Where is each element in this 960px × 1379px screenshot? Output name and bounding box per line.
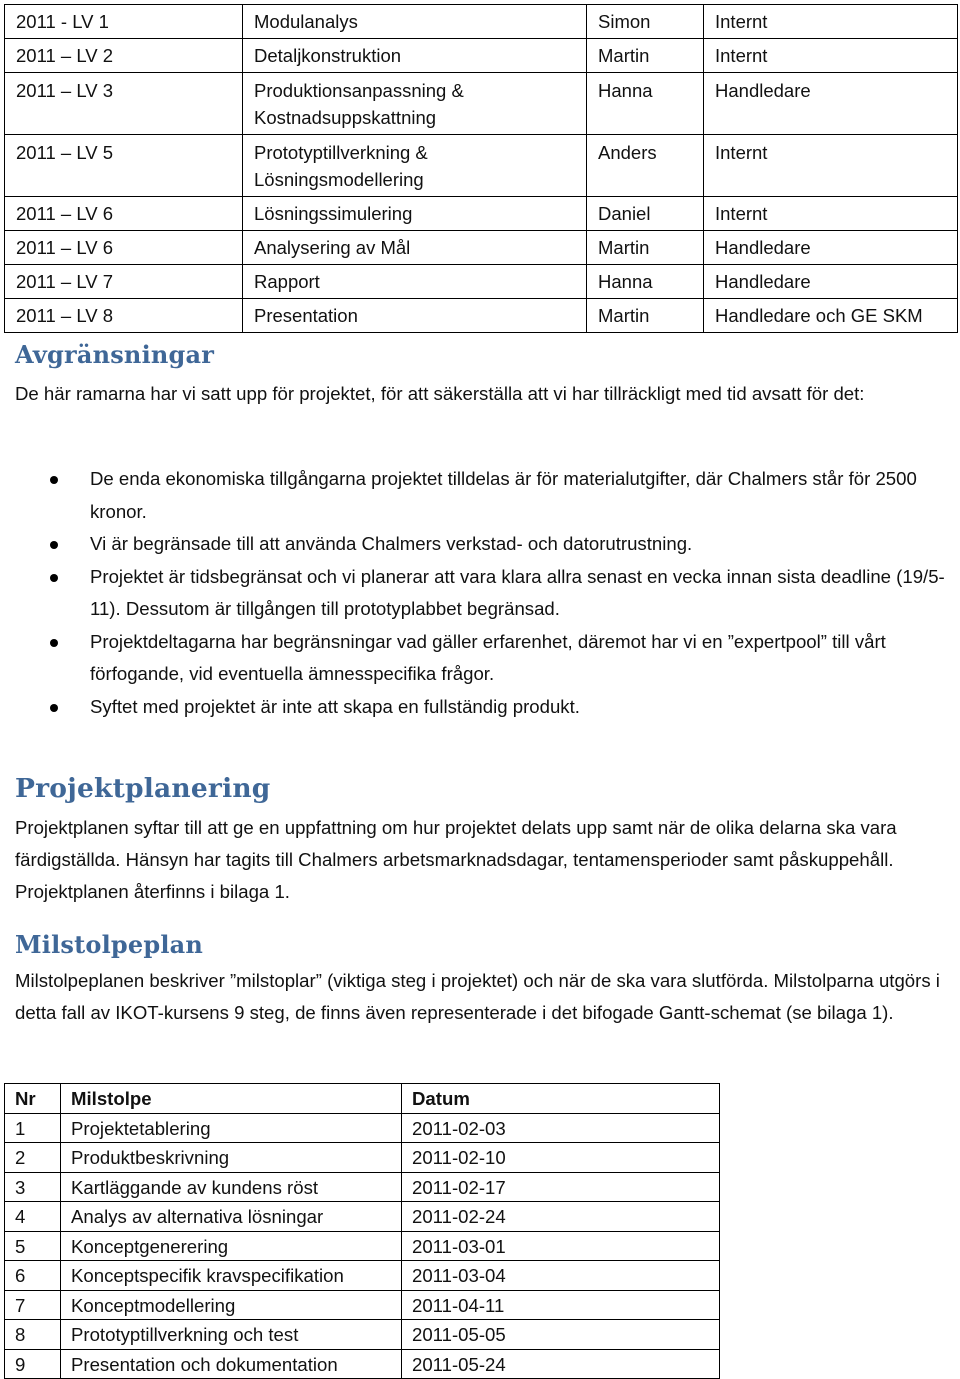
- nr-cell: 9: [5, 1349, 61, 1379]
- task-cell: [243, 265, 587, 299]
- person-cell: Simon: [587, 5, 704, 39]
- task-cell: [243, 135, 587, 197]
- milestone-table: [4, 1083, 720, 1379]
- list-item: [0, 528, 960, 561]
- review-cell: Handledare och GE SKM: [704, 299, 958, 333]
- milestone-cell: Produktbeskrivning: [61, 1143, 402, 1173]
- limits-list: [0, 463, 960, 723]
- review-cell: Handledare: [704, 265, 958, 299]
- limits-heading: Avgränsningar: [15, 340, 215, 369]
- table-row: [5, 73, 958, 135]
- bullet-icon: [50, 541, 58, 549]
- lv-cell: 2011 – LV 6: [5, 231, 243, 265]
- person-cell: Martin: [587, 39, 704, 73]
- table-row: [5, 1172, 720, 1202]
- date-cell: 2011-04-11: [402, 1290, 720, 1320]
- person-cell: Martin: [587, 231, 704, 265]
- nr-cell: 2: [5, 1143, 61, 1173]
- date-cell: 2011-02-24: [402, 1202, 720, 1232]
- table-row: [5, 1143, 720, 1173]
- bullet-icon: [50, 639, 58, 647]
- milestone-cell: Konceptgenerering: [61, 1231, 402, 1261]
- lv-cell: 2011 – LV 2: [5, 39, 243, 73]
- list-item-text: De enda ekonomiska tillgångarna projektet tilldelas är för materialutgifter, där Chalmers står för 2500 kronor.: [90, 468, 917, 522]
- nr-cell: 5: [5, 1231, 61, 1261]
- table-row: [5, 1231, 720, 1261]
- person-cell: Martin: [587, 299, 704, 333]
- table-row: [5, 39, 958, 73]
- date-cell: 2011-02-17: [402, 1172, 720, 1202]
- lv-cell: 2011 – LV 8: [5, 299, 243, 333]
- list-item: [0, 561, 960, 626]
- list-item-text: Projektdeltagarna har begränsningar vad gäller erfarenhet, däremot har vi en ”expertpool” till vårt förfogande, vid eventuella ämnesspecifika frågor.: [90, 630, 886, 684]
- lv-cell: 2011 – LV 6: [5, 197, 243, 231]
- person-cell: Hanna: [587, 265, 704, 299]
- table-row: [5, 265, 958, 299]
- task-line: Presentation: [254, 305, 358, 326]
- milestone-header-row: [5, 1084, 720, 1114]
- assignment-table: [4, 4, 958, 333]
- milestone-text: Milstolpeplanen beskriver ”milstoplar” (viktiga steg i projektet) och när de ska vara slutförda. Milstolparna utgörs i detta fall av IKOT-kursens 9 steg, de finns även representerade i det bifogade Gantt-schemat (se bilaga 1).: [15, 970, 940, 1023]
- nr-cell: 8: [5, 1320, 61, 1350]
- task-cell: [243, 231, 587, 265]
- task-line: Prototyptillverkning &: [254, 142, 428, 163]
- person-cell: Anders: [587, 135, 704, 197]
- nr-cell: 4: [5, 1202, 61, 1232]
- plan-text: Projektplanen syftar till att ge en uppfattning om hur projektet delats upp samt när de olika delarna ska vara färdigställda. Hänsyn har tagits till Chalmers arbetsmarknadsdagar, tentamensperioder samt påskuppehåll. Projektplanen återfinns i bilaga 1.: [15, 817, 897, 902]
- task-line: Detaljkonstruktion: [254, 45, 402, 66]
- list-item-text: Syftet med projektet är inte att skapa en fullständig produkt.: [90, 695, 580, 717]
- header-milestone: Milstolpe: [61, 1084, 402, 1114]
- lv-cell: 2011 – LV 5: [5, 135, 243, 197]
- table-row: [5, 1320, 720, 1350]
- task-cell: [243, 73, 587, 135]
- nr-cell: 6: [5, 1261, 61, 1291]
- task-line: Produktionsanpassning &: [254, 80, 464, 101]
- task-line: Kostnadsuppskattning: [254, 107, 437, 128]
- milestone-cell: Presentation och dokumentation: [61, 1349, 402, 1379]
- date-cell: 2011-05-24: [402, 1349, 720, 1379]
- nr-cell: 7: [5, 1290, 61, 1320]
- table-row: [5, 1261, 720, 1291]
- task-cell: [243, 39, 587, 73]
- person-cell: Hanna: [587, 73, 704, 135]
- task-line: Lösningssimulering: [254, 203, 413, 224]
- table-row: [5, 1290, 720, 1320]
- review-cell: Handledare: [704, 73, 958, 135]
- milestone-cell: Prototyptillverkning och test: [61, 1320, 402, 1350]
- bullet-icon: [50, 704, 58, 712]
- task-cell: [243, 197, 587, 231]
- list-item: [0, 691, 960, 724]
- review-cell: Internt: [704, 135, 958, 197]
- review-cell: Handledare: [704, 231, 958, 265]
- milestone-cell: Analys av alternativa lösningar: [61, 1202, 402, 1232]
- milestone-cell: Konceptmodellering: [61, 1290, 402, 1320]
- table-row: [5, 197, 958, 231]
- nr-cell: 3: [5, 1172, 61, 1202]
- table-row: [5, 1349, 720, 1379]
- bullet-icon: [50, 476, 58, 484]
- list-item-text: Projektet är tidsbegränsat och vi planerar att vara klara allra senast en vecka innan sista deadline (19/5-11). Dessutom är tillgången till prototyplabbet begränsad.: [90, 565, 945, 619]
- list-item: [0, 626, 960, 691]
- table-row: [5, 299, 958, 333]
- date-cell: 2011-05-05: [402, 1320, 720, 1350]
- plan-heading: Projektplanering: [15, 773, 271, 804]
- task-line: Modulanalys: [254, 11, 358, 32]
- table-row: [5, 5, 958, 39]
- lv-cell: 2011 – LV 3: [5, 73, 243, 135]
- list-item-text: Vi är begränsade till att använda Chalmers verkstad- och datorutrustning.: [90, 533, 693, 554]
- bullet-icon: [50, 574, 58, 582]
- task-cell: [243, 299, 587, 333]
- task-cell: [243, 5, 587, 39]
- date-cell: 2011-03-01: [402, 1231, 720, 1261]
- date-cell: 2011-02-10: [402, 1143, 720, 1173]
- milestone-cell: Kartläggande av kundens röst: [61, 1172, 402, 1202]
- review-cell: Internt: [704, 197, 958, 231]
- table-row: [5, 231, 958, 265]
- nr-cell: 1: [5, 1113, 61, 1143]
- date-cell: 2011-03-04: [402, 1261, 720, 1291]
- limits-intro: De här ramarna har vi satt upp för projektet, för att säkerställa att vi har tillräckligt med tid avsatt för det:: [15, 383, 865, 404]
- task-line: Rapport: [254, 271, 320, 292]
- table-row: [5, 135, 958, 197]
- milestone-heading: Milstolpeplan: [15, 930, 204, 959]
- milestone-cell: Projektetablering: [61, 1113, 402, 1143]
- list-item: [0, 463, 960, 528]
- lv-cell: 2011 – LV 7: [5, 265, 243, 299]
- person-cell: Daniel: [587, 197, 704, 231]
- milestone-cell: Konceptspecifik kravspecifikation: [61, 1261, 402, 1291]
- review-cell: Internt: [704, 39, 958, 73]
- header-nr: Nr: [5, 1084, 61, 1114]
- table-row: [5, 1202, 720, 1232]
- header-date: Datum: [402, 1084, 720, 1114]
- lv-cell: 2011 - LV 1: [5, 5, 243, 39]
- task-line: Lösningsmodellering: [254, 169, 424, 190]
- table-row: [5, 1113, 720, 1143]
- review-cell: Internt: [704, 5, 958, 39]
- task-line: Analysering av Mål: [254, 237, 411, 258]
- date-cell: 2011-02-03: [402, 1113, 720, 1143]
